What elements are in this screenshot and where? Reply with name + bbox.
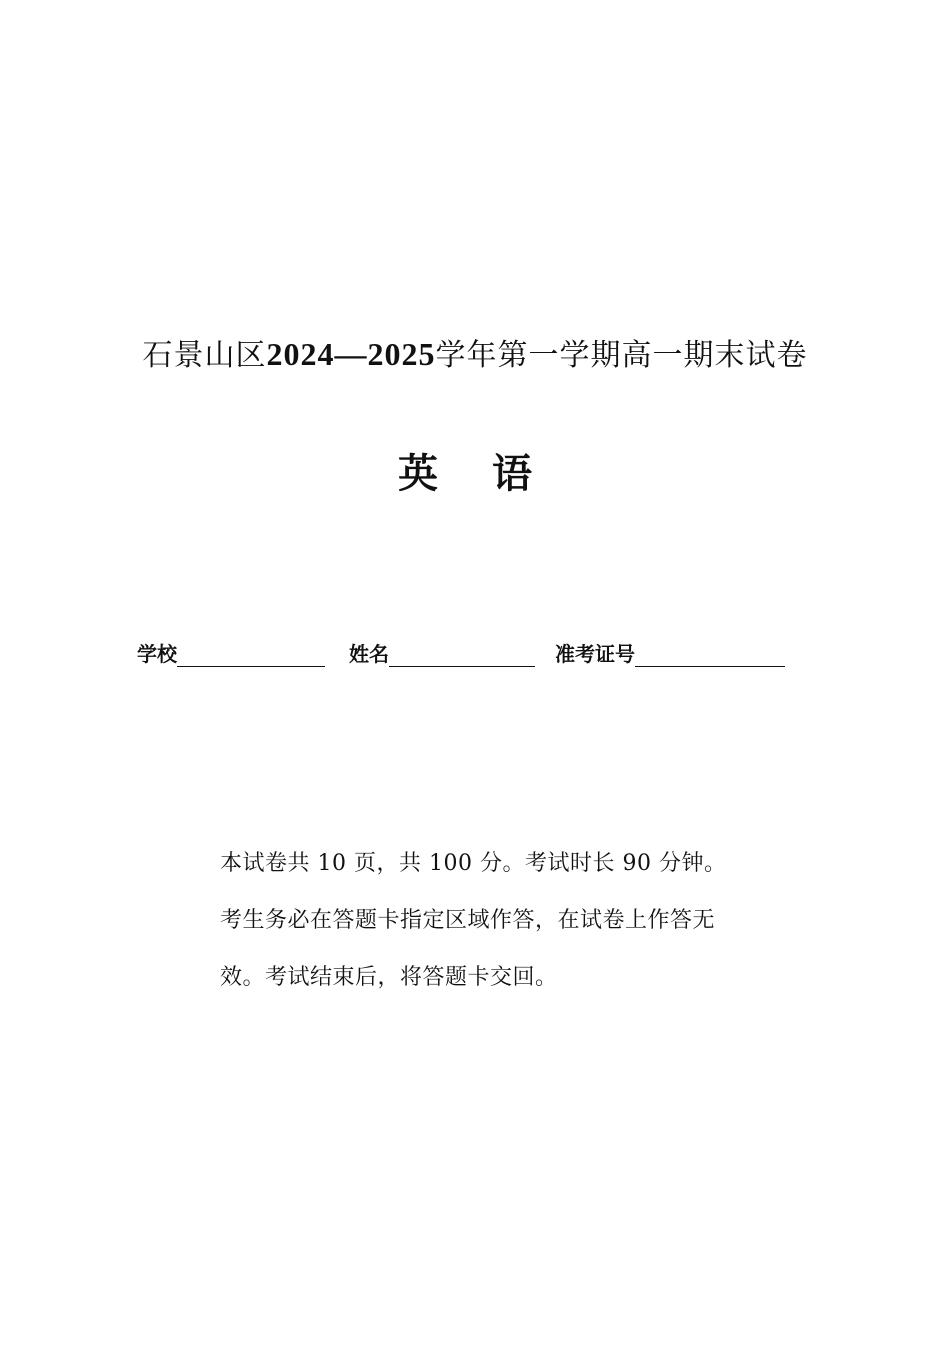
instruction-line-3: 效。考试结束后，将答题卡交回。 [220,965,558,990]
exam-title [0,330,950,374]
exam-id-field [555,638,785,667]
instruction-line-1: 本试卷共 10 页，共 100 分。考试时长 90 分钟。 [220,851,727,876]
name-label: 姓名 [349,642,389,666]
exam-title-suffix: 学年第一学期高一期末试卷 [435,338,808,373]
school-field [137,638,325,667]
name-field [349,638,535,667]
name-blank-line[interactable] [389,644,535,667]
instruction-line-2: 考生务必在答题卡指定区域作答，在试卷上作答无 [220,908,716,933]
exam-instructions [220,843,780,1014]
student-info-row [137,638,837,668]
exam-id-blank-line[interactable] [635,644,785,667]
exam-title-years: 2024—2025 [266,336,436,372]
school-blank-line[interactable] [177,644,325,667]
subject-title: 英 语 [398,451,552,497]
exam-title-prefix: 石景山区 [142,338,267,373]
school-label: 学校 [137,642,177,666]
exam-id-label: 准考证号 [555,642,635,666]
